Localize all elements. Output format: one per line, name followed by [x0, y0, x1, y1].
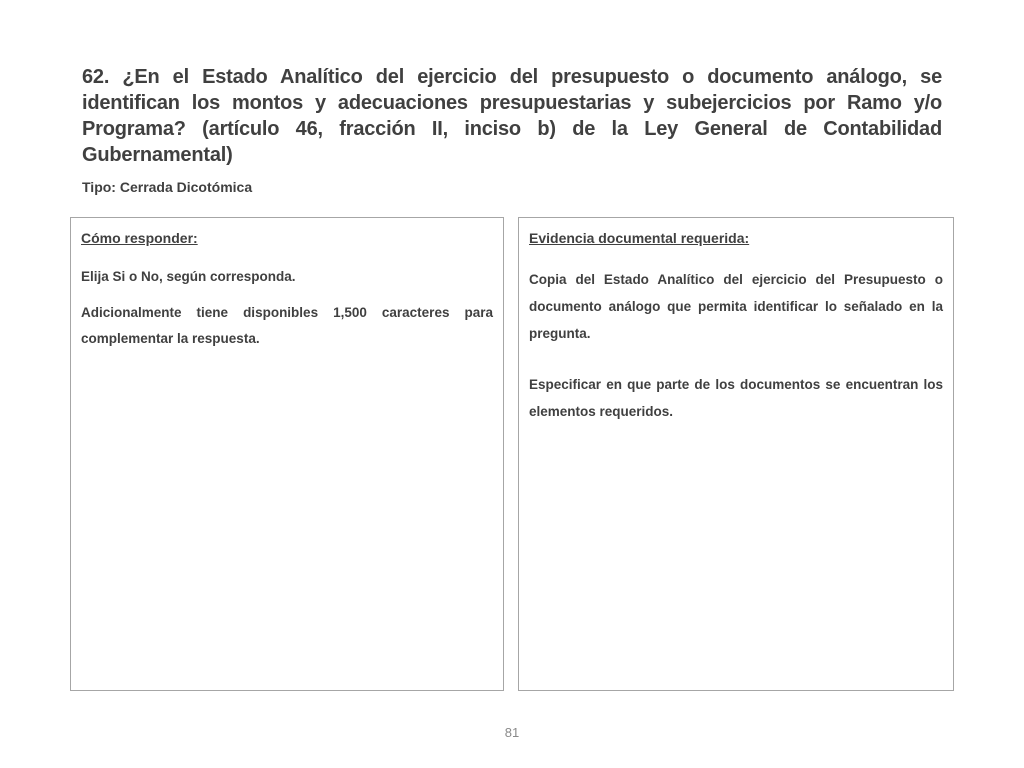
how-to-answer-instruction: Elija Si o No, según corresponda. [81, 269, 296, 284]
required-evidence-box [518, 217, 954, 691]
required-evidence-copy: Copia del Estado Analítico del ejercicio del Presupuesto o documento análogo que permita identificar lo señalado en la pregunta. [529, 272, 943, 341]
how-to-answer-box [70, 217, 504, 691]
page-number: 81 [504, 725, 520, 740]
how-to-answer-additional: Adicionalmente tiene disponibles 1,500 caracteres para complementar la respuesta. [81, 305, 493, 346]
required-evidence-title: Evidencia documental requerida: [529, 230, 750, 246]
required-evidence-specify: Especificar en que parte de los documentos se encuentran los elementos requeridos. [529, 377, 943, 419]
question-type: Tipo: Cerrada Dicotómica [82, 179, 253, 195]
question-heading: 62. ¿En el Estado Analítico del ejercicio del presupuesto o documento análogo, se identifican los montos y adecuaciones presupuestarias y subejercicios por Ramo y/o Programa? (artículo 46, fracción II, inciso b) de la Ley General de Contabilidad Gubernamental) [82, 66, 942, 166]
how-to-answer-title: Cómo responder: [81, 230, 198, 246]
